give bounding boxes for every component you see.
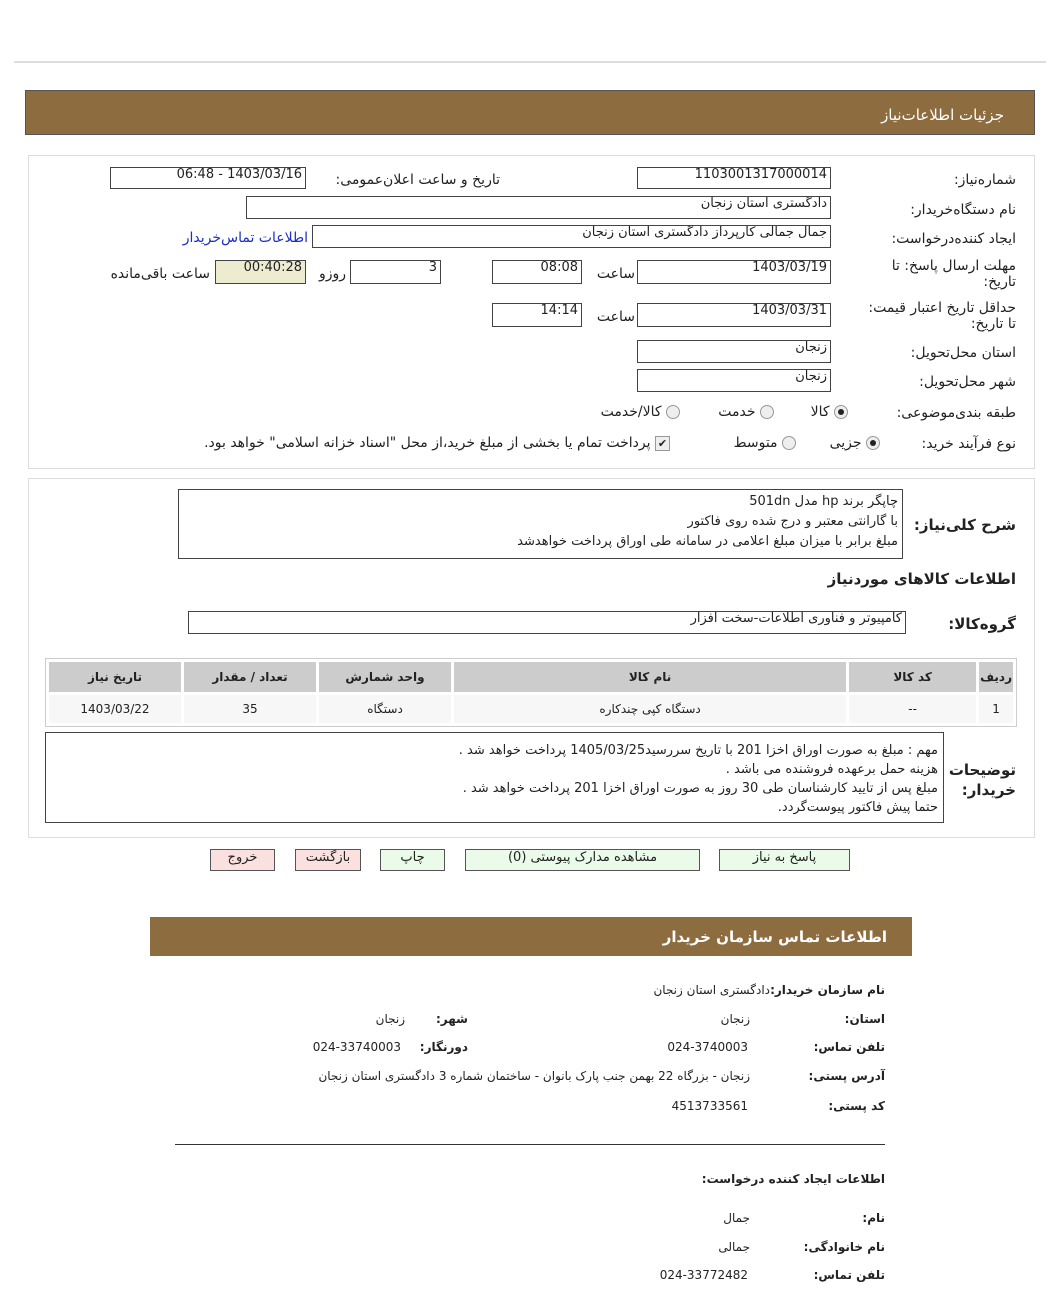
validity-label: حداقل تاریخ اعتبار قیمت: تا تاریخ: [868,300,1016,332]
column-header: واحد شمارش [319,662,451,692]
process-medium-option[interactable] [734,435,796,451]
creator-field[interactable]: جمال جمالی کارپرداز دادگستری استان زنجان [312,225,831,248]
section-header [25,90,1035,135]
description-box [178,489,903,559]
goods-group-label: گروه‌کالا: [948,615,1016,633]
phone-value: 024-3740003 [667,1040,748,1054]
table-row[interactable] [49,695,1013,723]
back-button[interactable]: بازگشت [295,849,361,871]
days-field[interactable]: 3 [350,260,441,284]
exit-button[interactable]: خروج [210,849,275,871]
table-cell: 1 [979,695,1013,723]
name-label: نام: [862,1211,885,1225]
creator-label: ایجاد کننده‌درخواست: [891,231,1016,247]
postal-value: 4513733561 [671,1099,748,1113]
buyer-contact-link[interactable]: اطلاعات تماس‌خریدار [182,230,308,246]
reply-button[interactable]: پاسخ به نیاز [719,849,850,871]
table-header-row [49,662,1013,692]
creator-phone-value: 024-33772482 [659,1268,748,1282]
fax-value: 024-33740003 [312,1040,401,1054]
phone-label: تلفن تماس: [813,1040,885,1054]
process-small-option[interactable] [830,435,880,451]
column-header: ردیف [979,662,1013,692]
radio-icon[interactable] [666,405,680,419]
deadline-date-field[interactable]: 1403/03/19 [637,260,831,284]
payment-note: پرداخت تمام یا بخشی از مبلغ خرید،از محل "اسناد خزانه اسلامی" خواهد بود. [204,435,651,451]
attachments-button[interactable]: مشاهده مدارک پیوستی (0) [465,849,700,871]
remaining-time-field: 00:40:28 [215,260,306,284]
family-value: جمالی [718,1240,750,1254]
section-title: جزئیات اطلاعات‌نیاز [881,106,1004,124]
description-line: چاپگر برند hp مدل 501dn [749,494,898,509]
option-label: متوسط [733,435,778,451]
announce-label: تاریخ و ساعت اعلان‌عمومی: [335,172,500,188]
province-field[interactable]: زنجان [637,340,831,363]
checkbox-checked-icon[interactable]: ✔ [655,436,670,451]
validity-time-field[interactable]: 14:14 [492,303,582,327]
column-header: نام کالا [454,662,846,692]
deadline-time-field[interactable]: 08:08 [492,260,582,284]
table-cell: 1403/03/22 [49,695,181,723]
validity-time-label: ساعت [596,309,635,325]
description-line: مبلغ برابر با میزان مبلغ اعلامی در سامانه طی اوراق پرداخت خواهدشد [517,534,898,549]
category-goods-option[interactable] [811,404,848,420]
option-label: کالا [810,404,830,420]
notes-line: مهم : مبلغ به صورت اوراق اخزا 201 با تاریخ سررسید1405/03/25 پرداخت خواهد شد . [458,743,938,758]
table-cell: دستگاه [319,695,451,723]
address-label: آدرس پستی: [808,1069,885,1083]
column-header: تعداد / مقدار [184,662,316,692]
family-label: نام خانوادگی: [803,1240,885,1254]
option-label: خدمت [718,404,756,420]
description-line: با گارانتی معتبر و درج شده روی فاکتور [687,514,898,529]
divider [175,1144,885,1145]
remaining-label: ساعت باقی‌مانده [110,266,210,282]
table-cell: 35 [184,695,316,723]
goods-table-wrapper [45,658,1017,727]
need-number-field[interactable]: 1103001317000014 [637,167,831,189]
category-label: طبقه بندی‌موضوعی: [896,405,1016,421]
payment-option[interactable] [204,435,670,451]
org-value: دادگستری استان زنجان [653,983,770,997]
goods-title: اطلاعات کالاهای موردنیاز [827,570,1016,588]
goods-table [46,659,1016,726]
announce-field[interactable]: 1403/03/16 - 06:48 [110,167,306,189]
print-button[interactable]: چاپ [380,849,445,871]
divider [14,61,1046,63]
option-label: جزیی [829,435,862,451]
contact-province-value: زنجان [720,1012,750,1026]
province-label: استان محل‌تحویل: [910,345,1016,361]
notes-line: حتما پیش فاکتور پیوست‌گردد. [777,800,938,815]
description-label: شرح کلی‌نیاز: [913,516,1016,534]
radio-icon[interactable] [834,405,848,419]
need-number-label: شماره‌نیاز: [953,172,1016,188]
creator-info-title: اطلاعات ایجاد کننده درخواست: [701,1172,885,1186]
fax-label: دورنگار: [419,1040,468,1054]
contact-city-label: شهر: [436,1012,468,1026]
creator-phone-label: تلفن تماس: [813,1268,885,1282]
contact-header: اطلاعات تماس سازمان خریدار [150,917,912,956]
column-header: تاریخ نیاز [49,662,181,692]
contact-province-label: استان: [844,1012,885,1026]
radio-icon[interactable] [760,405,774,419]
postal-label: کد پستی: [828,1099,885,1113]
notes-line: مبلغ پس از تایید کارشناسان طی 30 روز به صورت اوراق اخزا 201 پرداخت خواهد شد . [462,781,938,796]
name-value: جمال [723,1211,750,1225]
table-cell: دستگاه کپی چندکاره [454,695,846,723]
days-label: روزو [318,266,346,282]
radio-icon[interactable] [782,436,796,450]
category-both-option[interactable] [601,404,680,420]
contact-city-value: زنجان [375,1012,405,1026]
option-label: کالا/خدمت [600,404,662,420]
table-cell: -- [849,695,976,723]
notes-box [45,732,944,823]
column-header: کد کالا [849,662,976,692]
city-label: شهر محل‌تحویل: [919,374,1016,390]
address-value: زنجان - بزرگاه 22 بهمن جنب پارک بانوان - ساختمان شماره 3 دادگستری استان زنجان [318,1069,750,1083]
goods-group-field[interactable]: کامپیوتر و فناوری اطلاعات-سخت افزار [188,611,906,634]
validity-date-field[interactable]: 1403/03/31 [637,303,831,327]
process-label: نوع فرآیند خرید: [921,436,1016,452]
org-label: نام سازمان خریدار: [770,983,885,997]
notes-line: هزینه حمل برعهده فروشنده می باشد . [725,762,938,777]
radio-icon[interactable] [866,436,880,450]
notes-label: توضیحات خریدار: [948,761,1016,799]
buyer-field[interactable]: دادگستری استان زنجان [246,196,831,219]
deadline-time-label: ساعت [596,266,635,282]
buyer-label: نام دستگاه‌خریدار: [910,202,1016,218]
deadline-label: مهلت ارسال پاسخ: تا تاریخ: [891,258,1016,290]
city-field[interactable]: زنجان [637,369,831,392]
category-service-option[interactable] [718,404,774,420]
